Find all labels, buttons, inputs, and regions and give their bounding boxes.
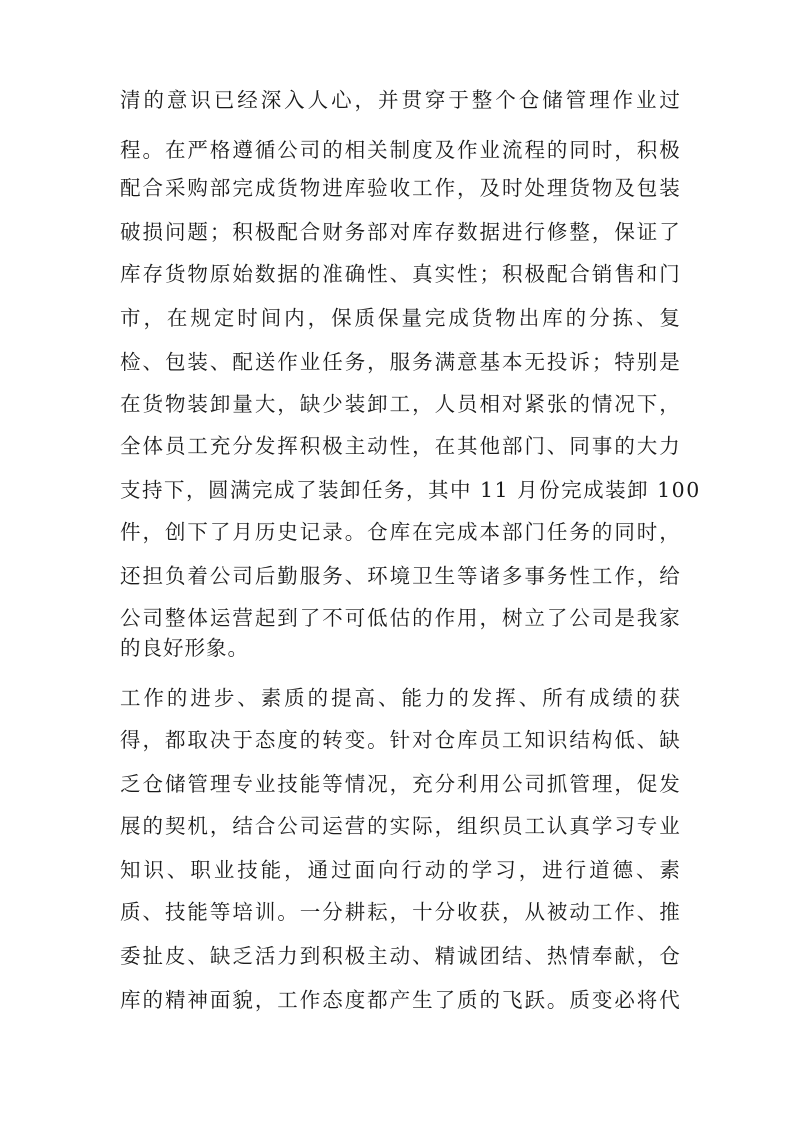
text-line: 市 ， 在 规 定 时 间 内 ， 保 质 保 量 完 成 货 物 出 库 的 分 拣 、 复 [120, 306, 680, 330]
text-line: 件 ， 创 下 了 月 历 史 记 录 。 仓 库 在 完 成 本 部 门 任 务 的 同 时 ， [120, 520, 680, 544]
text-line: 展 的 契 机 ， 结 合 公 司 运 营 的 实 际 ， 组 织 员 工 认 真 学 习 专 业 [120, 814, 680, 838]
text-line: 知 识 、 职 业 技 能 ， 通 过 面 向 行 动 的 学 习 ， 进 行 道 德 、 素 [120, 858, 680, 882]
text-line: 质 、 技 能 等 培 训 。 一 分 耕 耘 ， 十 分 收 获 ， 从 被 动 工 作 、 推 [120, 900, 680, 924]
text-line: 的良好形象。 [120, 636, 249, 660]
text-line: 清 的 意 识 已 经 深 入 人 心 ， 并 贯 穿 于 整 个 仓 储 管 理 作 业 过 [120, 88, 680, 112]
text-line: 检 、 包 装 、 配 送 作 业 任 务 ， 服 务 满 意 基 本 无 投 诉 ； 特 别 是 [120, 350, 680, 374]
text-line: 工 作 的 进 步 、 素 质 的 提 高 、 能 力 的 发 挥 、 所 有 成 绩 的 获 [120, 686, 680, 710]
text-line: 公 司 整 体 运 营 起 到 了 不 可 低 估 的 作 用 ， 树 立 了 公 司 是 我 家 [120, 606, 680, 630]
text-line: 全 体 员 工 充 分 发 挥 积 极 主 动 性 ， 在 其 他 部 门 、 同 事 的 大 力 [120, 434, 680, 458]
text-line: 程 。 在 严 格 遵 循 公 司 的 相 关 制 度 及 作 业 流 程 的 同 时 ， 积 极 [120, 138, 680, 162]
text-line: 配 合 采 购 部 完 成 货 物 进 库 验 收 工 作 ， 及 时 处 理 货 物 及 包 装 [120, 176, 680, 200]
text-line: 破 损 问 题 ； 积 极 配 合 财 务 部 对 库 存 数 据 进 行 修 整 ， 保 证 了 [120, 220, 680, 244]
text-line: 支持下，圆满完成了装卸任务，其中 11 月份完成装卸 100 [120, 478, 701, 502]
text-line: 还 担 负 着 公 司 后 勤 服 务 、 环 境 卫 生 等 诸 多 事 务 性 工 作 ， 给 [120, 564, 680, 588]
text-line: 委 扯 皮 、 缺 乏 活 力 到 积 极 主 动 、 精 诚 团 结 、 热 情 奉 献 ， 仓 [120, 944, 680, 968]
text-line: 得 ， 都 取 决 于 态 度 的 转 变 。 针 对 仓 库 员 工 知 识 结 构 低 、 缺 [120, 728, 680, 752]
text-line: 在 货 物 装 卸 量 大 ， 缺 少 装 卸 工 ， 人 员 相 对 紧 张 的 情 况 下 ， [120, 392, 680, 416]
text-line: 库 存 货 物 原 始 数 据 的 准 确 性 、 真 实 性 ； 积 极 配 合 销 售 和 门 [120, 262, 680, 286]
text-line: 乏 仓 储 管 理 专 业 技 能 等 情 况 ， 充 分 利 用 公 司 抓 管 理 ， 促 发 [120, 772, 680, 796]
text-line: 库 的 精 神 面 貌 ， 工 作 态 度 都 产 生 了 质 的 飞 跃 。 质 变 必 将 代 [120, 988, 680, 1012]
